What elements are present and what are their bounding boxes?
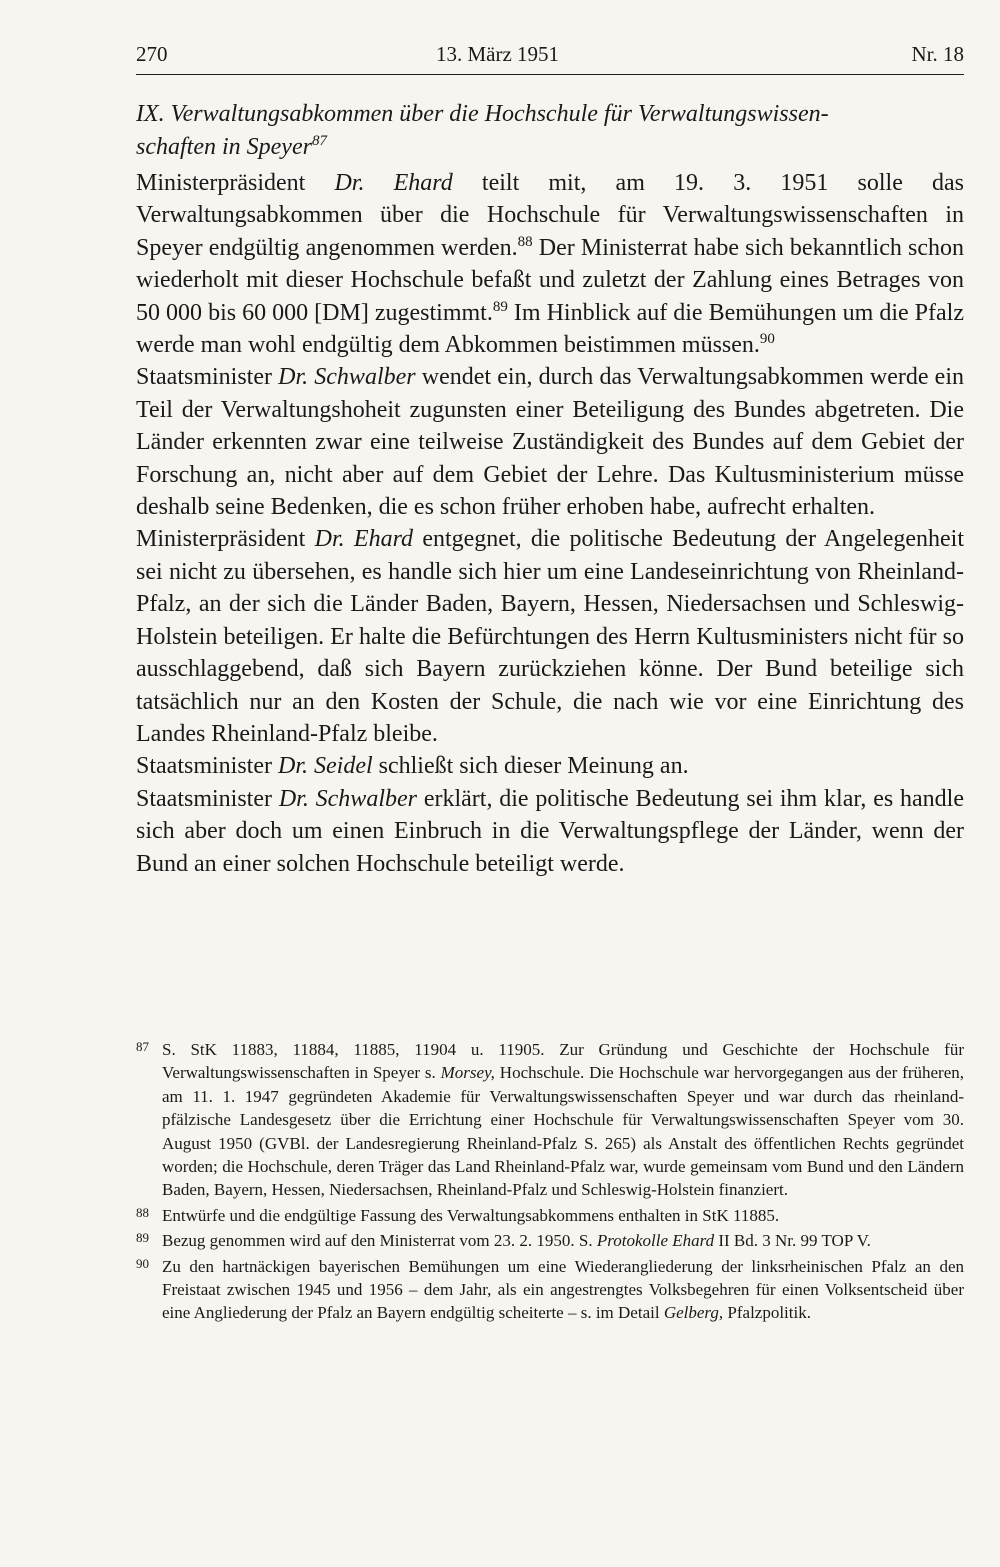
paragraph-text: Staatsminister	[136, 753, 278, 780]
speaker-name: Dr. Seidel	[277, 753, 373, 780]
paragraph-text: entgegnet, die politische Bedeutung der Angelegenheit sei nicht zu übersehen, es handle sich hier um eine Landeseinrichtung von Rheinland-Pfalz, an der sich die Länder Baden, Bayern, Hessen, Niedersachsen und Schleswig-Holstein beteiligen. Er halte die Befürchtungen des Herrn Kultusministers nicht für so ausschlaggebend, daß sich Bayern zurückziehen könne. Der Bund beteilige sich tatsächlich nur an den Kosten der Schule, die nach wie vor eine Einrichtung des Landes Rheinland-Pfalz bleibe.	[136, 526, 964, 747]
paragraph-text: erklärt, die politische Bedeutung sei ihm klar, es handle sich aber doch um einen Einbruch in die Verwaltungspflege der Länder, wenn der Bund an einer solchen Hochschule beteiligt werde.	[136, 785, 964, 877]
running-header	[136, 38, 964, 75]
footnote-italic: Gelberg,	[663, 1303, 724, 1323]
footnote-text: II Bd. 3 Nr. 99 TOP V.	[714, 1231, 871, 1251]
footnote-number: 90	[136, 1255, 149, 1271]
paragraph-schwalber-2	[136, 783, 964, 880]
paragraph-text: Staatsminister	[136, 785, 279, 812]
speaker-name: Dr. Ehard	[314, 526, 414, 553]
speaker-name: Dr. Schwalber	[278, 785, 417, 812]
page-number: 270	[136, 42, 168, 66]
paragraph-text: schließt sich dieser Meinung an.	[372, 753, 689, 780]
footnote-87	[136, 1038, 964, 1202]
footnote-italic: Protokolle Ehard	[596, 1231, 715, 1251]
footnote-90	[136, 1255, 964, 1325]
footnote-88	[136, 1204, 964, 1227]
paragraph-text: teilt mit, am 19. 3. 1951 solle das Verwaltungsabkommen über die Hochschule für Verwaltungswissenschaften in Speyer endgültig angenommen werden.	[136, 170, 964, 261]
footnotes	[136, 1038, 964, 1327]
paragraph-ehard-2	[136, 523, 964, 750]
paragraph-text: Staatsminister	[136, 364, 279, 391]
header-date: 13. März 1951	[436, 42, 560, 66]
footnote-italic: Morsey,	[440, 1063, 495, 1083]
footnote-89	[136, 1229, 964, 1252]
paragraph-seidel	[136, 750, 964, 782]
paragraph-text: Der Ministerrat habe sich bekanntlich schon wiederholt mit dieser Hochschule befaßt und zuletzt der Zahlung eines Betrages von 50 000 bis 60 000 [DM] zugestimmt.	[136, 234, 964, 326]
paragraph-ehard-1	[136, 167, 964, 361]
footnote-text: Entwürfe und die endgültige Fassung des Verwaltungsabkommens enthalten in StK 11885.	[162, 1205, 780, 1225]
section-title-line1: IX. Verwaltungsabkommen über die Hochschule für Verwaltungswissen-	[136, 101, 829, 127]
section-title	[136, 98, 964, 164]
footnote-ref[interactable]: 87	[311, 133, 327, 149]
footnote-text: S. StK 11883, 11884, 11885, 11904 u. 11905. Zur Gründung und Geschichte der Hochschule für Verwaltungswissenschaften in Speyer s.	[162, 1040, 964, 1083]
footnote-ref[interactable]: 89	[492, 298, 508, 315]
paragraph-text: Im Hinblick auf die Bemühungen um die Pfalz werde man wohl endgültig dem Abkommen beistimmen müssen.	[136, 299, 964, 359]
footnote-text: Hochschule. Die Hochschule war hervorgegangen aus der früheren, am 11. 1. 1947 gegründeten Akademie für Verwaltungswissenschaften Speyer und war durch das rheinland-pfälzische Landesgesetz über die Errichtung einer Hochschule für Verwaltungswissenschaften Speyer vom 30. August 1950 (GVBl. der Landesregierung Rheinland-Pfalz S. 265) als Anstalt des öffentlichen Rechts gegründet worden; die Hochschule, deren Träger das Land Rheinland-Pfalz war, wurde gemeinsam vom Bund und den Ländern Baden, Bayern, Hessen, Niedersachsen, Rheinland-Pfalz und Schleswig-Holstein finanziert.	[162, 1063, 964, 1200]
paragraph-schwalber-1	[136, 361, 964, 523]
header-issue: Nr. 18	[911, 42, 964, 66]
footnote-text: Bezug genommen wird auf den Ministerrat vom 23. 2. 1950. S.	[162, 1231, 597, 1251]
speaker-name: Dr. Schwalber	[278, 364, 416, 391]
footnote-number: 89	[136, 1230, 149, 1246]
footnote-number: 88	[136, 1204, 149, 1220]
footnote-number: 87	[136, 1039, 149, 1054]
paragraph-text: wendet ein, durch das Verwaltungsabkommen werde ein Teil der Verwaltungshoheit zugunsten einer Beteiligung des Bundes abgetreten. Die Länder erkennten zwar eine teilweise Zuständigkeit des Bundes auf dem Gebiet der Forschung an, nicht aber auf dem Gebiet der Lehre. Das Kultusministerium müsse deshalb seine Bedenken, die es schon früher erhoben habe, aufrecht erhalten.	[136, 364, 964, 521]
footnote-text: Zu den hartnäckigen bayerischen Bemühungen um eine Wiederangliederung der linksrheinischen Pfalz an den Freistaat zwischen 1945 und 1956 – dem Jahr, als ein angestrengtes Volksbegehren für einen Volksentscheid über eine Angliederung der Pfalz an Bayern endgültig scheiterte – s. im Detail	[162, 1256, 964, 1323]
footnote-ref[interactable]: 90	[759, 331, 775, 348]
section-title-line2: schaften in Speyer	[136, 134, 312, 160]
main-text	[136, 98, 964, 880]
speaker-name: Dr. Ehard	[334, 170, 453, 196]
paragraph-text: Ministerpräsident	[136, 526, 315, 553]
footnote-ref[interactable]: 88	[517, 233, 533, 250]
footnote-text: Pfalzpolitik.	[723, 1303, 811, 1323]
paragraph-text: Ministerpräsident	[136, 170, 335, 196]
